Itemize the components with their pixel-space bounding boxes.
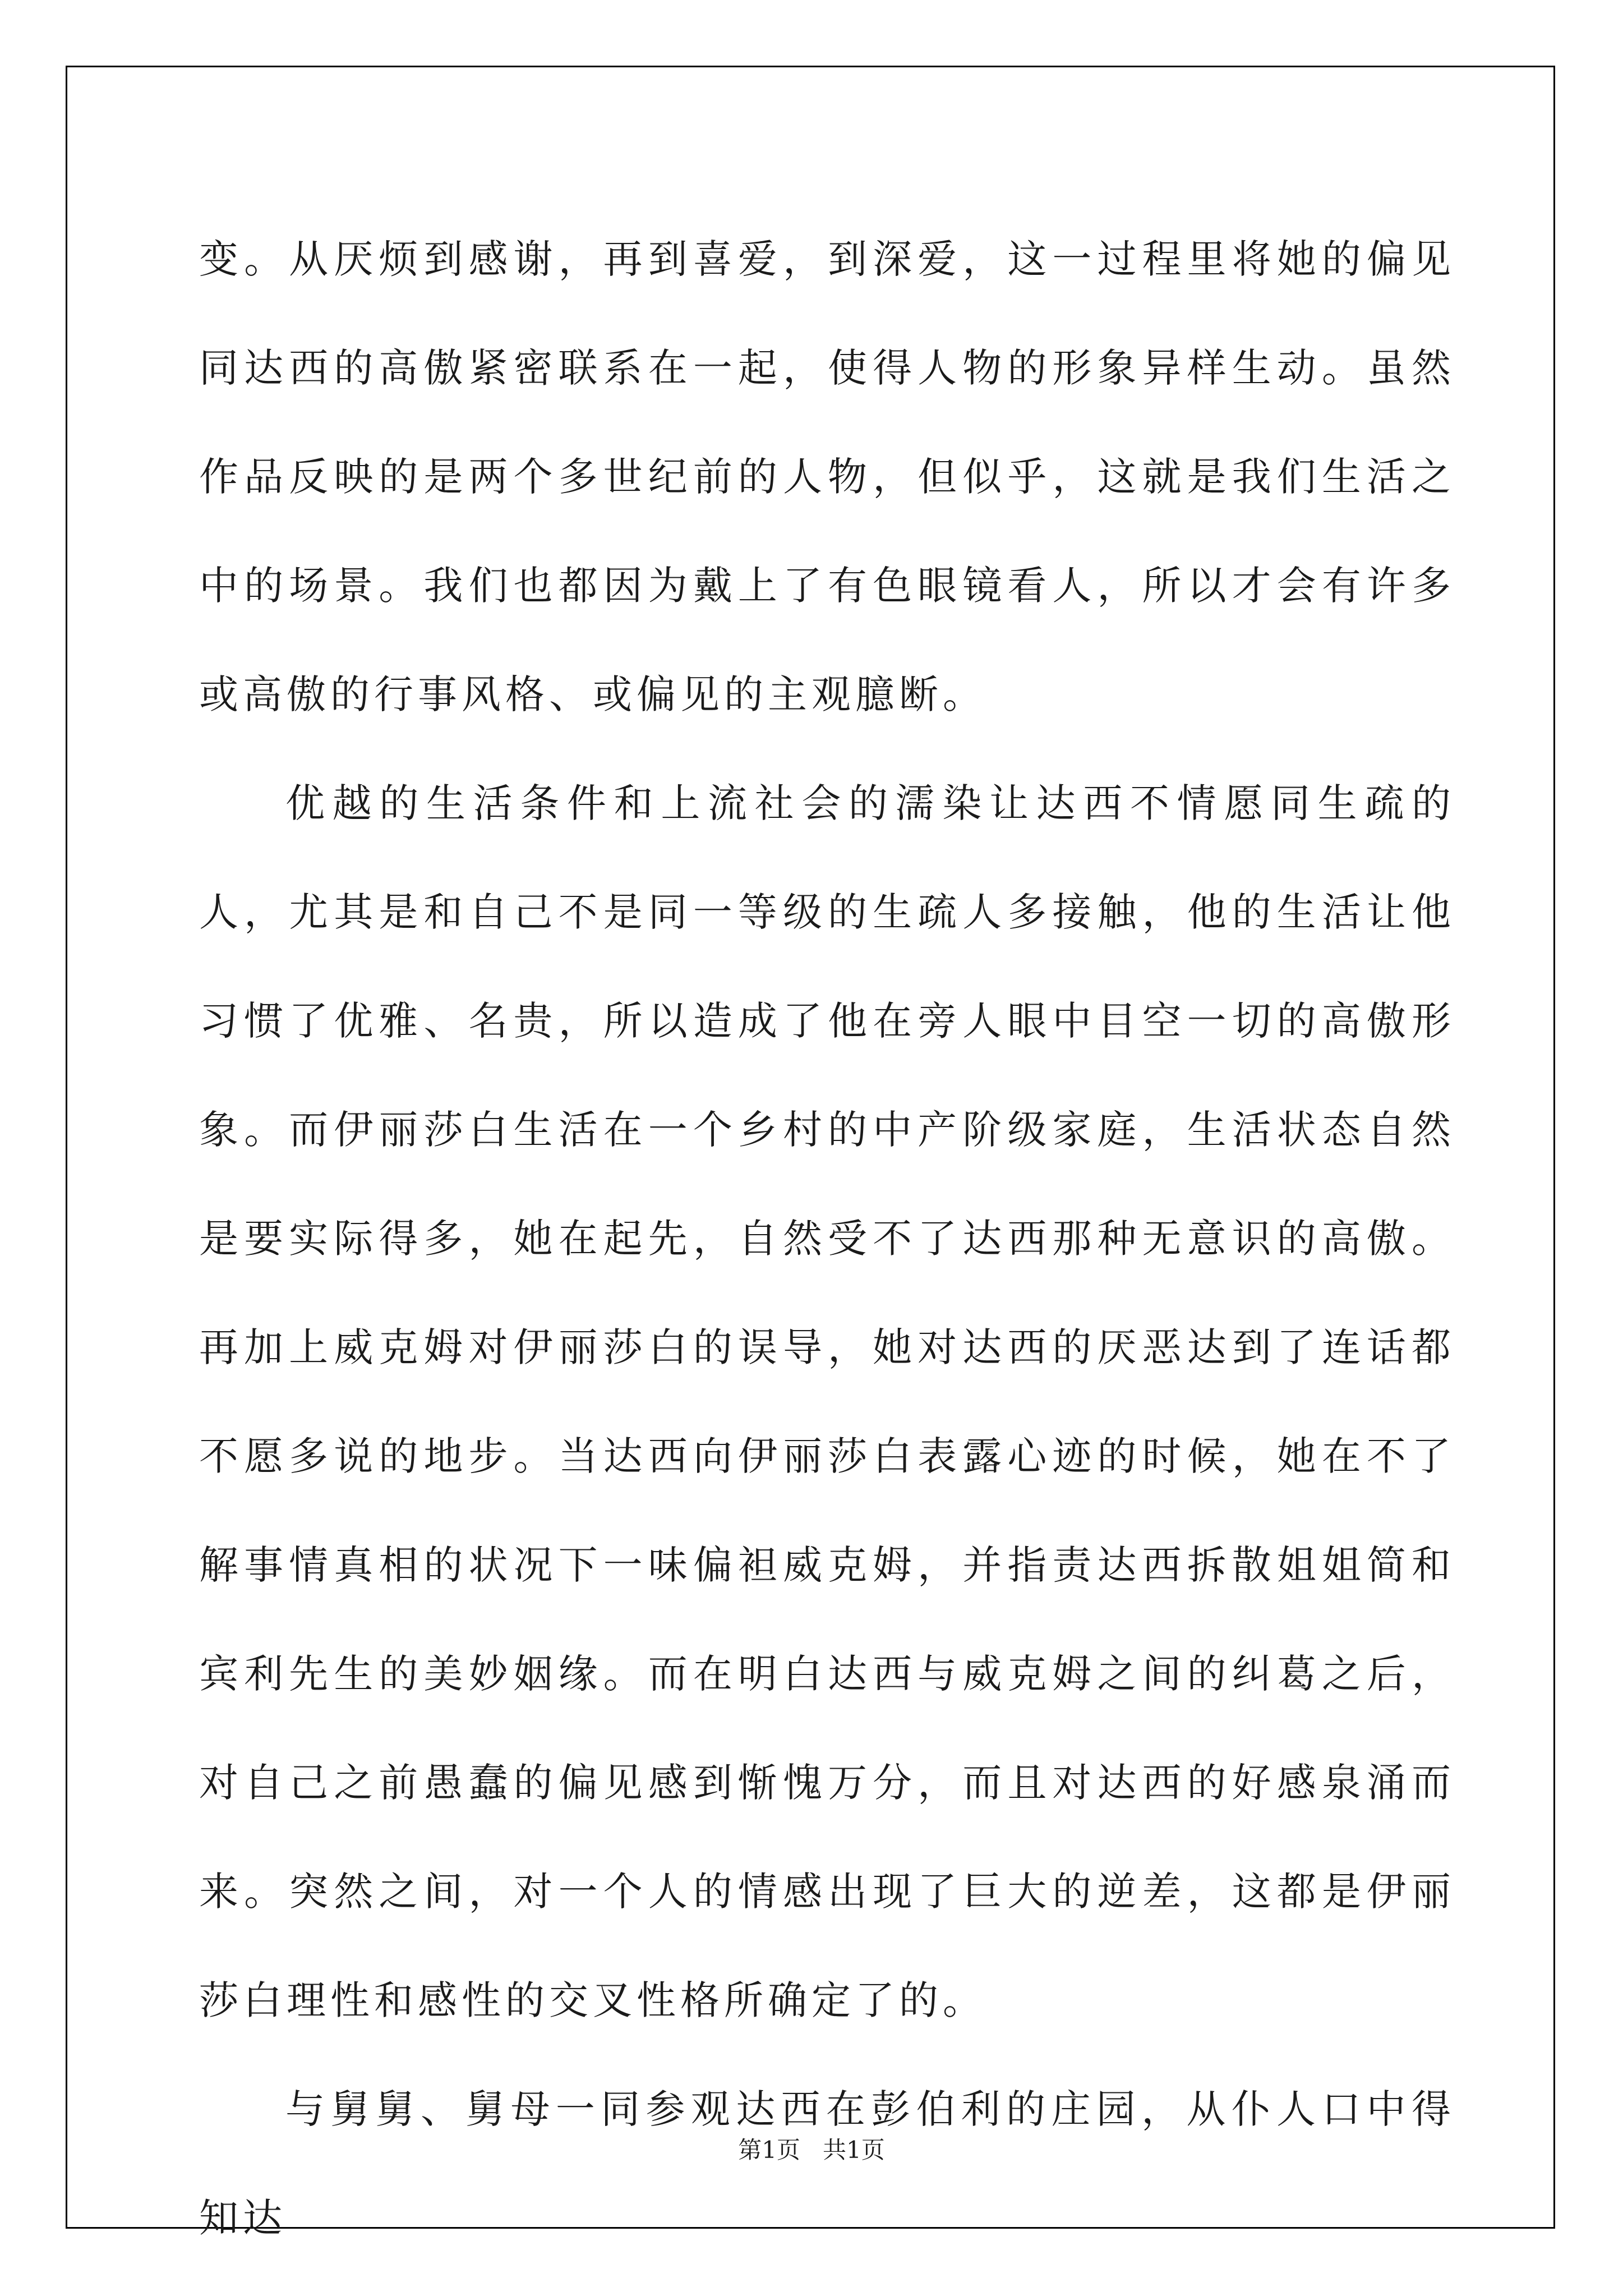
paragraph-2: 优越的生活条件和上流社会的濡染让达西不情愿同生疏的人，尤其是和自己不是同一等级的生疏人多接触，他的生活让他习惯了优雅、名贵，所以造成了他在旁人眼中目空一切的高傲形象。而伊丽莎白生活在一个乡村的中产阶级家庭，生活状态自然是要实际得多，她在起先，自然受不了达西那种无意识的高傲。再加上威克姆对伊丽莎白的误导，她对达西的厌恶达到了连话都不愿多说的地步。当达西向伊丽莎白表露心迹的时候，她在不了解事情真相的状况下一味偏袒威克姆，并指责达西拆散姐姐简和宾利先生的美妙姻缘。而在明白达西与威克姆之间的纠葛之后，对自己之前愚蠢的偏见感到惭愧万分，而且对达西的好感泉涌而来。突然之间，对一个人的情感出现了巨大的逆差，这都是伊丽莎白理性和感性的交叉性格所确定了的。 <box>199 780 1455 2023</box>
page-footer <box>0 2132 1623 2165</box>
paragraph-1: 变。从厌烦到感谢，再到喜爱，到深爱，这一过程里将她的偏见同达西的高傲紧密联系在一起，使得人物的形象异样生动。虽然作品反映的是两个多世纪前的人物，但似乎，这就是我们生活之中的场景。我们也都因为戴上了有色眼镜看人，所以才会有许多或高傲的行事风格、或偏见的主观臆断。 <box>199 236 1455 717</box>
page-total: 共1页 <box>823 2136 885 2164</box>
paragraph-3: 与舅舅、舅母一同参观达西在彭伯利的庄园，从仆人口中得知达 <box>199 2086 1455 2241</box>
page-number: 第1页 <box>738 2136 800 2164</box>
document-body <box>199 205 1455 2272</box>
